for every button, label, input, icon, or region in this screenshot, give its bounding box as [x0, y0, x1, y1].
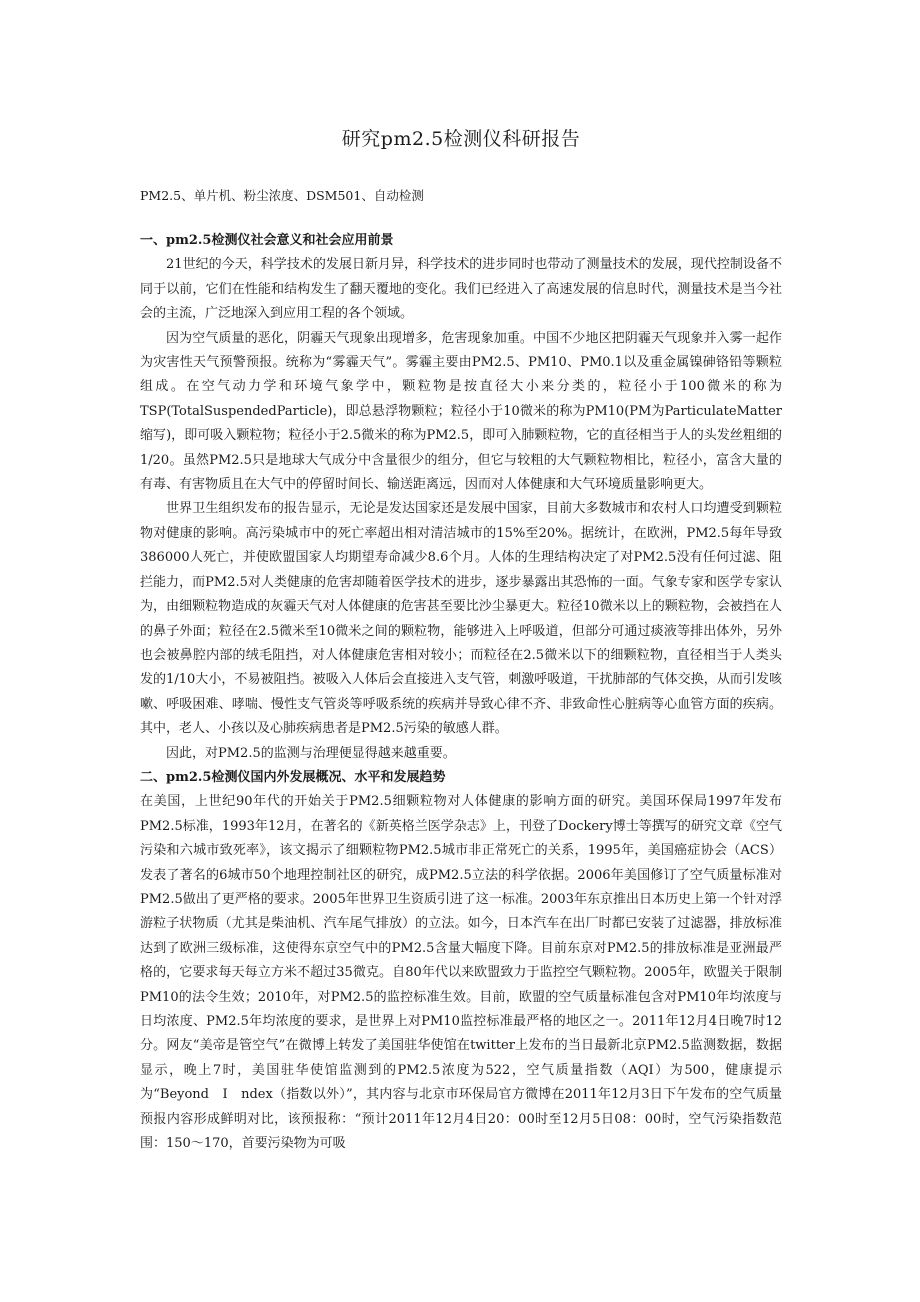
section-heading: 二、pm2.5检测仪国内外发展概况、水平和发展趋势 — [140, 769, 446, 785]
document-body — [140, 229, 782, 1156]
paragraph: 因此，对PM2.5的监测与治理便显得越来越重要。 — [166, 745, 456, 761]
page-title: 研究pm2.5检测仪科研报告 — [341, 128, 581, 150]
paragraph: 在美国，上世纪90年代的开始关于PM2.5细颗粒物对人体健康的影响方面的研究。美国环保局1997年发布PM2.5标准，1993年12月，在著名的《新英格兰医学杂志》上，刊登了Dockery博士等撰写的研究文章《空气污染和六城市致死率》，该文揭示了细颗粒物PM2.5城市非正常死亡的关系，1995年，美国癌症协会（ACS）发表了著名的6城市50个地理控制社区的研究，成PM2.5立法的科学依据。2006年美国修订了空气质量标准对PM2.5做出了更严格的要求。2005年世界卫生资质引进了这一标准。2003年东京推出日本历史上第一个针对浮游粒子状物质（尤其是柴油机、汽车尾气排放）的立法。如今，日本汽车在出厂时都已安装了过滤器，排放标准达到了欧洲三级标准，这使得东京空气中的PM2.5含量大幅度下降。目前东京对PM2.5的排放标准是亚洲最严格的，它要求每天每立方米不超过35微克。自80年代以来欧盟致力于监控空气颗粒物。2005年，欧盟关于限制PM10的法令生效；2010年，对PM2.5的监控标准生效。目前，欧盟的空气质量标准包含对PM10年均浓度与日均浓度、PM2.5年均浓度的要求，是世界上对PM10监控标准最严格的地区之一。2011年12月4日晚7时12分。网友“美帝是管空气”在微博上转发了美国驻华使馆在twitter上发布的当日最新北京PM2.5监测数据，数据显示，晚上7时，美国驻华使馆监测到的PM2.5浓度为522，空气质量指数（AQI）为500，健康提示为“Beyond I ndex（指数以外）”，其内容与北京市环保局官方微博在2011年12月3日下午发布的空气质量预报内容形成鲜明对比，该预报称：“预计2011年12月4日20：00时至12月5日08：00时，空气污染指数范围：150～170，首要污染物为可吸 — [140, 794, 782, 1152]
section-heading: 一、pm2.5检测仪社会意义和社会应用前景 — [140, 233, 394, 248]
paragraph: 世界卫生组织发布的报告显示，无论是发达国家还是发展中国家，目前大多数城市和农村人口均遭受到颗粒物对健康的影响。高污染城市中的死亡率超出相对清洁城市的15%至20%。据统计，在欧洲，PM2.5每年导致386000人死亡，并使欧盟国家人均期望寿命减少8.6个月。人体的生理结构决定了对PM2.5没有任何过滤、阻拦能力，而PM2.5对人类健康的危害却随着医学技术的进步，逐步暴露出其恐怖的一面。气象专家和医学专家认为，由细颗粒物造成的灰霾天气对人体健康的危害甚至要比沙尘暴更大。粒径10微米以上的颗粒物，会被挡在人的鼻子外面；粒径在2.5微米至10微米之间的颗粒物，能够进入上呼吸道，但部分可通过痰液等排出体外，另外也会被鼻腔内部的绒毛阻挡，对人体健康危害相对较小；而粒径在2.5微米以下的细颗粒物，直径相当于人类头发的1/10大小，不易被阻挡。被吸入人体后会直接进入支气管，刺激呼吸道，干扰肺部的气体交换，从而引发咳嗽、呼吸困难、哮喘、慢性支气管炎等呼吸系统的疾病并导致心律不齐、非致命性心脏病等心血管方面的疾病。其中，老人、小孩以及心肺疾病患者是PM2.5污染的敏感人群。 — [140, 501, 782, 737]
paragraph: 因为空气质量的恶化，阴霾天气现象出现增多，危害现象加重。中国不少地区把阴霾天气现象并入雾一起作为灾害性天气预警预报。统称为“雾霾天气”。雾霾主要由PM2.5、PM10、PM0.1以及重金属镍砷铬铅等颗粒组成。在空气动力学和环境气象学中，颗粒物是按直径大小来分类的，粒径小于100微米的称为TSP(TotalSuspendedParticle)，即总悬浮物颗粒；粒径小于10微米的称为PM10(PM为ParticulateMatter缩写)，即可吸入颗粒物；粒径小于2.5微米的称为PM2.5，即可入肺颗粒物，它的直径相当于人的头发丝粗细的1/20。虽然PM2.5只是地球大气成分中含量很少的组分，但它与较粗的大气颗粒物相比，粒径小，富含大量的有毒、有害物质且在大气中的停留时间长、输送距离远，因而对人体健康和大气环境质量影响更大。 — [140, 330, 782, 493]
keywords-line: PM2.5、单片机、粉尘浓度、DSM501、自动检测 — [140, 188, 424, 203]
paragraph: 21世纪的今天，科学技术的发展日新月异，科学技术的进步同时也带动了测量技术的发展，现代控制设备不同于以前，它们在性能和结构发生了翻天覆地的变化。我们已经进入了高速发展的信息时代，测量技术是当今社会的主流，广泛地深入到应用工程的各个领域。 — [140, 257, 782, 322]
